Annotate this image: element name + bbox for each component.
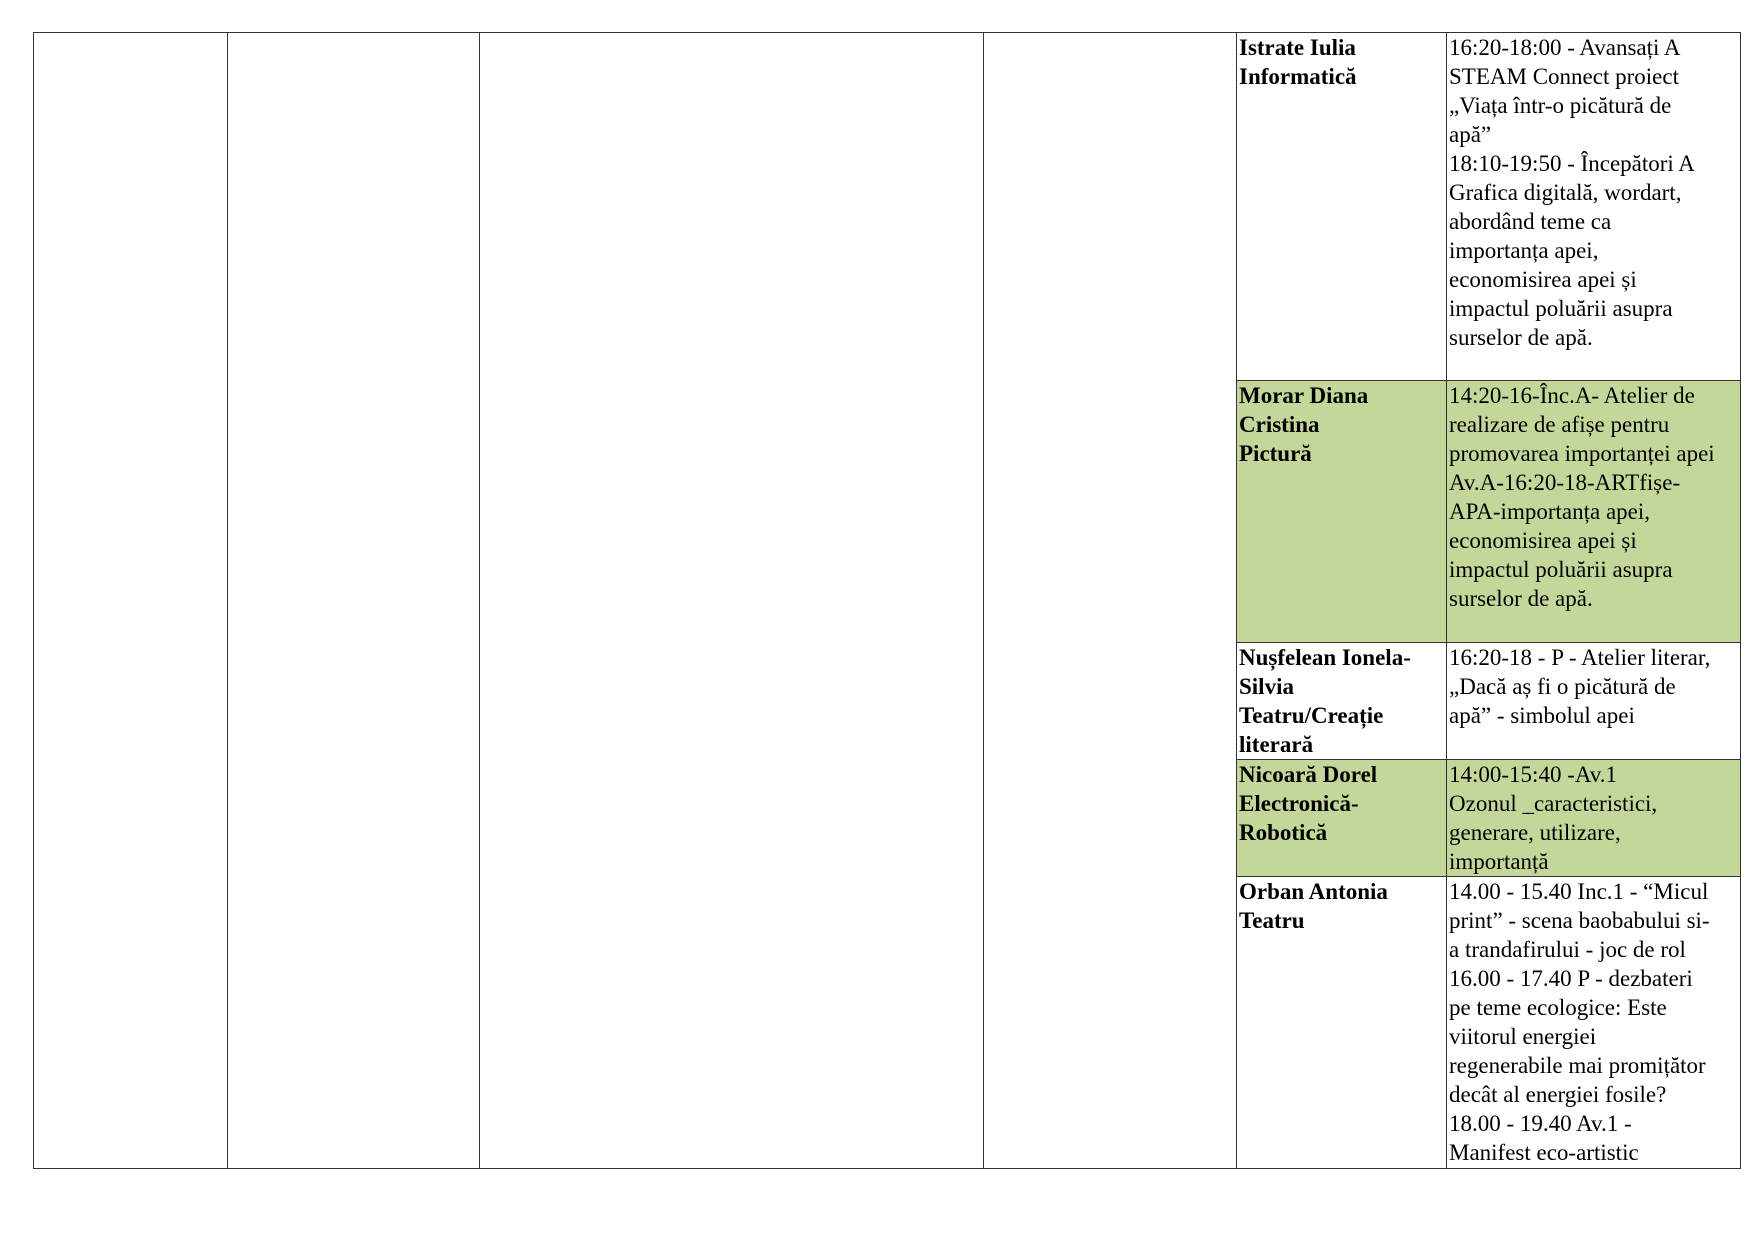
activity-cell	[1447, 760, 1741, 877]
subject-line: Informatică	[1239, 64, 1357, 89]
teacher-line: Morar Diana	[1239, 383, 1369, 408]
teacher-cell	[1237, 381, 1447, 643]
activity-line: apă”	[1449, 122, 1492, 147]
activity-line: APA-importanța apei,	[1449, 499, 1651, 524]
activity-line: importanță	[1449, 849, 1549, 874]
activity-line: 14.00 - 15.40 Inc.1 - “Micul	[1449, 879, 1709, 904]
activity-line: 16:20-18 - P - Atelier literar,	[1449, 645, 1711, 670]
activity-line: 18.00 - 19.40 Av.1 -	[1449, 1111, 1632, 1136]
subject-line: Pictură	[1239, 441, 1312, 466]
activity-line: a trandafirului - joc de rol	[1449, 937, 1686, 962]
teacher-line: Nicoară Dorel	[1239, 762, 1378, 787]
activity-line: surselor de apă.	[1449, 586, 1593, 611]
activity-line: 14:00-15:40 -Av.1	[1449, 762, 1618, 787]
activity-line: impactul poluării asupra	[1449, 296, 1673, 321]
activity-line: 16:20-18:00 - Avansați A	[1449, 35, 1681, 60]
activity-line: generare, utilizare,	[1449, 820, 1621, 845]
teacher-line: Nușfelean Ionela-	[1239, 645, 1411, 670]
teacher-cell	[1237, 877, 1447, 1169]
activity-line: realizare de afișe pentru	[1449, 412, 1670, 437]
teacher-line: Istrate Iulia	[1239, 35, 1356, 60]
activity-line: abordând teme ca	[1449, 209, 1612, 234]
teacher-cell	[1237, 33, 1447, 381]
activity-line: print” - scena baobabului si-	[1449, 908, 1710, 933]
activity-line: apă” - simbolul apei	[1449, 703, 1635, 728]
subject-line: Electronică-	[1239, 791, 1359, 816]
teacher-cell	[1237, 760, 1447, 877]
subject-line: Teatru/Creație	[1239, 703, 1384, 728]
subject-line: literară	[1239, 732, 1314, 757]
activity-line: STEAM Connect proiect	[1449, 64, 1679, 89]
activity-line: Av.A-16:20-18-ARTfișe-	[1449, 470, 1681, 495]
teacher-line: Silvia	[1239, 674, 1294, 699]
activity-line: promovarea importanței apei	[1449, 441, 1715, 466]
activity-line: „Dacă aș fi o picătură de	[1449, 674, 1676, 699]
teacher-cell	[1237, 643, 1447, 760]
activity-line: decât al energiei fosile?	[1449, 1082, 1667, 1107]
schedule-table	[33, 32, 1741, 1169]
table-row	[34, 33, 1741, 381]
activity-line: economisirea apei și	[1449, 528, 1637, 553]
activity-line: viitorul energiei	[1449, 1024, 1597, 1049]
activity-cell	[1447, 643, 1741, 760]
activity-cell	[1447, 33, 1741, 381]
activity-line: economisirea apei și	[1449, 267, 1637, 292]
activity-line: Manifest eco-artistic	[1449, 1140, 1639, 1165]
teacher-line: Orban Antonia	[1239, 879, 1388, 904]
activity-line: 16.00 - 17.40 P - dezbateri	[1449, 966, 1693, 991]
empty-cell-col2	[228, 33, 480, 1169]
activity-line: regenerabile mai promițător	[1449, 1053, 1706, 1078]
activity-line: pe teme ecologice: Este	[1449, 995, 1667, 1020]
subject-line: Teatru	[1239, 908, 1305, 933]
activity-line: 18:10-19:50 - Începători A	[1449, 151, 1695, 176]
activity-cell	[1447, 877, 1741, 1169]
activity-line: Grafica digitală, wordart,	[1449, 180, 1682, 205]
empty-cell-col3	[480, 33, 984, 1169]
activity-line: surselor de apă.	[1449, 325, 1593, 350]
activity-cell	[1447, 381, 1741, 643]
activity-line: importanța apei,	[1449, 238, 1599, 263]
empty-cell-col1	[34, 33, 228, 1169]
activity-line: Ozonul _caracteristici,	[1449, 791, 1658, 816]
teacher-line: Cristina	[1239, 412, 1320, 437]
activity-line: 14:20-16-Înc.A- Atelier de	[1449, 383, 1695, 408]
empty-cell-col4	[984, 33, 1237, 1169]
subject-line: Robotică	[1239, 820, 1328, 845]
activity-line: „Viața într-o picătură de	[1449, 93, 1672, 118]
activity-line: impactul poluării asupra	[1449, 557, 1673, 582]
